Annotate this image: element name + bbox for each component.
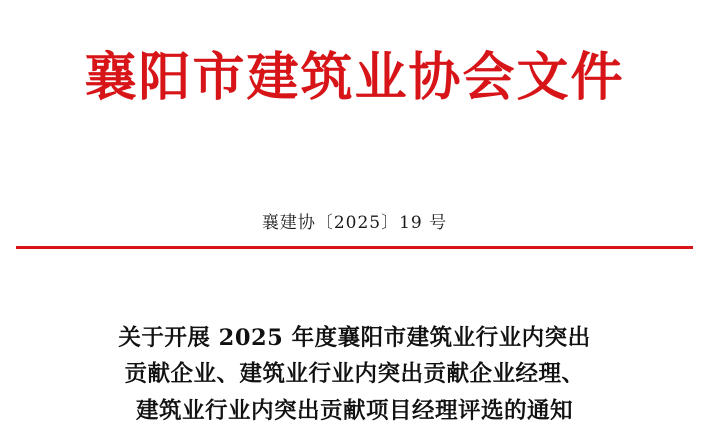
body-title-line-1: 关于开展 2025 年度襄阳市建筑业行业内突出 [118,325,591,351]
document-header-title: 襄阳市建筑业协会文件 [84,47,625,108]
body-title-line-2: 贡献企业、建筑业行业内突出贡献企业经理、 [124,361,585,388]
document-number: 襄建协〔2025〕19 号 [261,213,448,233]
document-body-title [52,320,657,429]
red-separator-rule [16,246,693,249]
body-title-line-3: 建筑业行业内突出贡献项目经理评选的通知 [135,397,573,424]
